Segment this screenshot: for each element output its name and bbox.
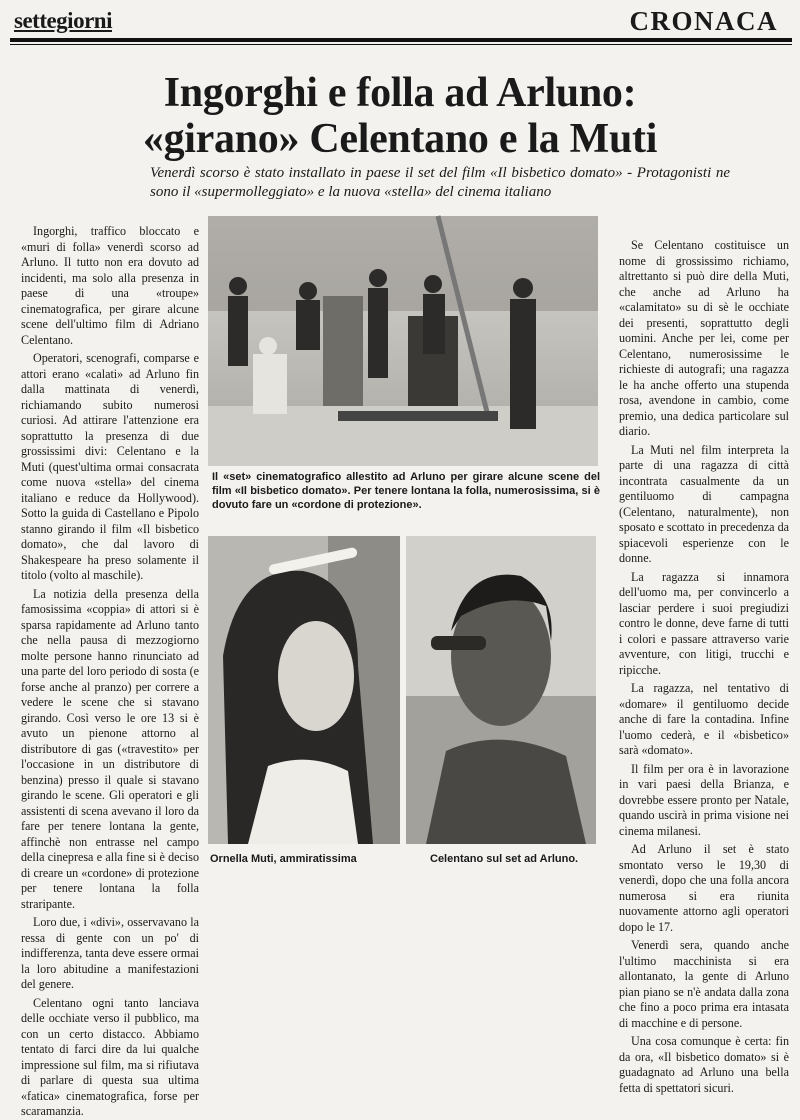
left-paragraph: Loro due, i «divi», osservavano la ressa di gente con un po' di indifferenza, tanta deve essere ormai la loro abitudine a manifestazioni del genere.	[21, 915, 199, 991]
left-paragraph: La notizia della presenza della famosissima «coppia» di attori si è sparsa rapidamente ad Arluno tanto che nella pausa di mezzogiorno molte persone hanno rinunciato ad una parte del loro periodo di sosta (e forse anche al pranzo) per correre a vedere le scene che si stavano girando. Così verso le ore 13 si è avuto un pienone attorno al distributore di gas («travestito» per l'occasione in un distributore di benzina) presso il quale si stavano girando le scene. Gli operatori e gli assistenti di scena avevano il loro da fare per tenere lontana la gente, affinchè non entrasse nel campo della cinepresa e alla fine si è deciso di creare un «cordone» di protezione per tenere lontana la folla straripante.	[21, 586, 199, 911]
right-paragraph: Ad Arluno il set è stato smontato verso le 19,30 di venerdì, dopo che una folla ancora numerosa si era riunita nuovamente attorno agli operatori dopo le 17.	[619, 842, 789, 934]
header-rule-thick	[10, 38, 792, 42]
subheadline: Venerdì scorso è stato installato in paese il set del film «Il bisbetico domato» - Protagonisti ne sono il «supermolleggiato» e la nuova «stella» del cinema italiano	[150, 165, 730, 200]
set-photo-caption: Il «set» cinematografico allestito ad Arluno per girare alcune scene del film «Il bisbetico domato». Per tenere lontana la folla, numerosissima, si è dovuto fare un «cordone di protezione».	[212, 471, 600, 511]
publication-logo: settegiorni	[14, 8, 112, 33]
right-column	[619, 238, 789, 1095]
headline-line-1: Ingorghi e folla ad Arluno:	[163, 70, 637, 116]
muti-photo	[208, 536, 400, 844]
right-paragraph: Se Celentano costituisce un nome di grossissimo richiamo, altrettanto si può dire della Muti, che anche ad Arluno ha «calamitato» su di sè le occhiate dei presenti, soprattutto degli uomini. Anche per lei, come per Celentano, numerosissime le richieste di autografi; una ragazza le ha anche offerto una stupenda rosa, avendone in cambio, come premio, una dedica particolare sul diario.	[619, 238, 789, 438]
section-title: CRONACA	[629, 6, 778, 36]
celentano-photo	[406, 536, 596, 844]
right-paragraph: Il film per ora è in lavorazione in vari paesi della Brianza, e dovrebbe essere pronto per Natale, quando uscirà in prima visione nei cinema milanesi.	[619, 761, 789, 838]
left-paragraph: Ingorghi, traffico bloccato e «muri di folla» venerdì scorso ad Arluno. Il tutto non era dovuto ad incidenti, ma solo alla presenza in paese di una «troupe» cinematografica, per girare alcune scene dell'ultimo film di Adriano Celentano.	[21, 224, 199, 347]
headline-line-2: «girano» Celentano e la Muti	[142, 116, 658, 162]
header-rule-thin	[10, 44, 792, 45]
celentano-photo-caption: Celentano sul set ad Arluno.	[430, 853, 579, 865]
muti-photo-caption: Ornella Muti, ammiratissima	[210, 853, 357, 865]
right-paragraph: La Muti nel film interpreta la parte di una ragazza di città incontrata casualmente da un gentiluomo di campagna (Celentano, naturalmente), non sposato e scottato in precedenza da spiacevoli esperienze con le donne.	[619, 442, 789, 565]
left-paragraph: Operatori, scenografi, comparse e attori erano «calati» ad Arluno fin dalla mattinata di venerdì, richiamando subito numerosi curiosi. Ad attirare l'attenzione era soprattutto la presenza di due grossissimi divi: Celentano e la Muti (quest'ultima ormai consacrata come nuova «stella» del cinema italiano e reduce da Hollywood). Sotto la guida di Castellano e Pipolo stanno girando il film «Il bisbetico domato», che dal lavoro di Shakespeare ha preso solamente il titolo (volto al maschile).	[21, 351, 199, 582]
right-paragraph: La ragazza si innamora dell'uomo ma, per convincerlo a lasciar perdere i suoi pregiudizi contro le donne, deve farne di tutti i colori e passare attraverso varie avventure, con litigi, trucchi e ripicche.	[619, 569, 789, 677]
left-paragraph: Celentano ogni tanto lanciava delle occhiate verso il pubblico, ma con un certo distacco. Abbiamo tentato di farci dire da lui qualche impressione sul film, ma si rifiutava di parlare di questa sua ultima «fatica» cinematografica, forse per scaramanzia.	[21, 995, 199, 1118]
right-paragraph: Una cosa comunque è certa: fin da ora, «Il bisbetico domato» si è guadagnato ad Arluno una bella fetta di spettatori sicuri.	[619, 1034, 789, 1095]
film-set-photo	[208, 216, 598, 466]
right-paragraph: Venerdì sera, quando anche l'ultimo macchinista si era allontanato, la gente di Arluno pian piano se n'è andata dalla zona che fino a poco prima era intasata di macchine e di persone.	[619, 938, 789, 1030]
right-paragraph: La ragazza, nel tentativo di «domare» il gentiluomo decide anche di fare la contadina. Infine l'uomo cederà, e il «bisbetico» sarà «domato».	[619, 681, 789, 757]
left-column	[21, 224, 199, 1118]
headline	[40, 70, 760, 162]
